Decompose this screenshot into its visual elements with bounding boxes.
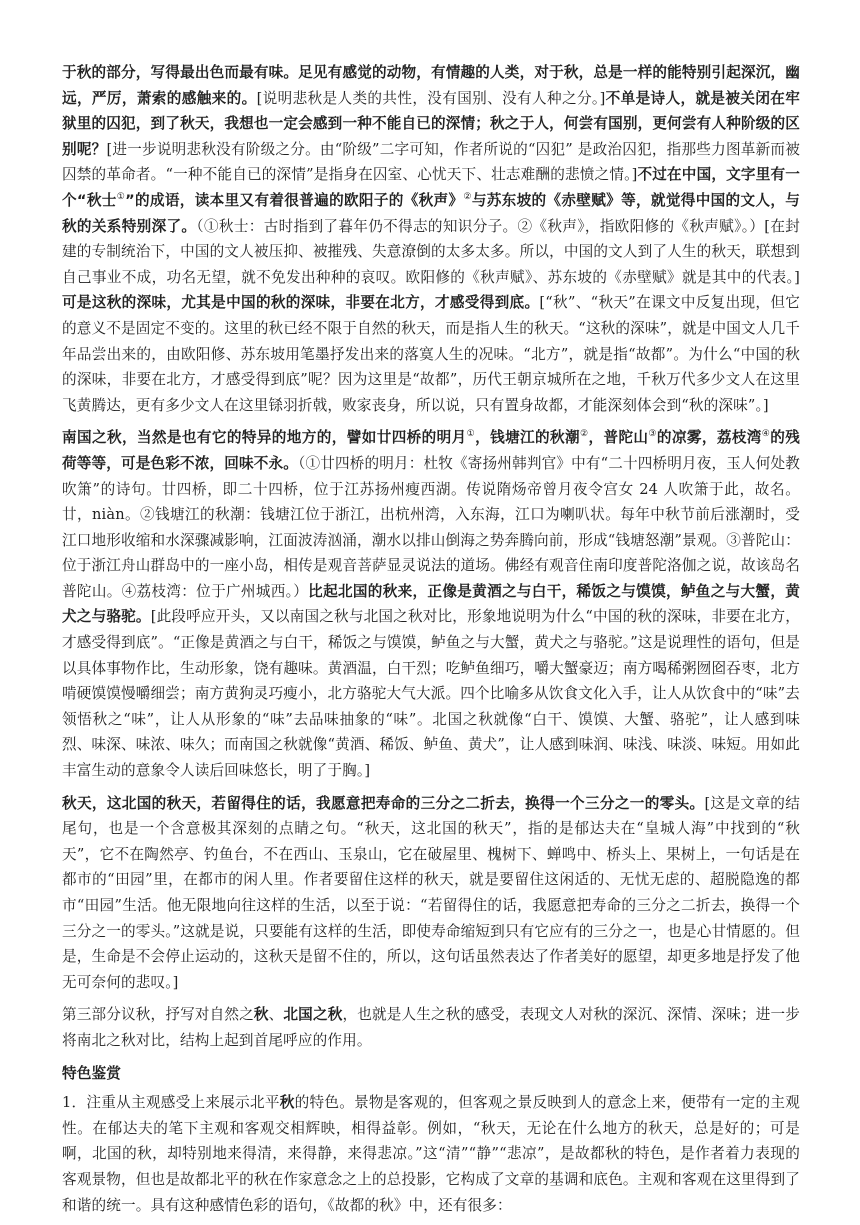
footnote-marker: ③	[648, 429, 657, 440]
body-text: ，也就是人生之秋的感受，表现文人对秋的深沉、深情、深味；进一步将南北之秋对比，结构上起到首尾呼应的作用。	[62, 1006, 801, 1049]
footnote-marker: ①	[116, 192, 126, 203]
paragraph-3	[62, 791, 800, 996]
bold-text: 南国之秋，当然是也有它的特异的地方的，譬如廿四桥的明月	[62, 429, 467, 447]
bold-text: ，钱塘江的秋潮	[475, 429, 580, 447]
body-text: 的特色。景物是客观的，但客观之景反映到人的意念上来，便带有一定的主观性。在郁达夫的笔下主观和客观交相辉映，相得益彰。例如，“秋天，无论在什么地方的秋天，总是好的；可是啊，北国的秋，却特别地来得清，来得静，来得悲凉。”这“清”“静”“悲凉”，是故都秋的特色，是作者着力表现的客观景物，但也是故都北平的秋在作家意念之上的总投影，它构成了文章的基调和底色。主观和客观在这里得到了和谐的统一。具有这种感情色彩的语句，《故都的秋》中，还有很多：	[62, 1094, 800, 1214]
footnote-marker: ①	[466, 429, 476, 440]
bold-text: 秋	[279, 1094, 295, 1112]
bold-text: 北国之秋	[283, 1006, 343, 1024]
footnote-marker: ④	[761, 429, 771, 440]
bold-text: 的残荷等等，可是色彩不浓，回味不永。	[62, 429, 800, 472]
section-heading: 特色鉴赏	[62, 1064, 121, 1082]
annotation-text: [这是文章的结尾句，也是一个含意极其深刻的点睛之句。“秋天，这北国的秋天”，指的是郁达夫在“皇城人海”中找到的“秋天”，它不在陶然亭、钓鱼台，不在西山、玉泉山，它在破屋里、槐树下、蝉鸣中、桥头上、果树上，一句话是在都市的“田园”里，在都市的闲人里。作者要留住这样的秋天，就是要留住这闲适的、无忧无虑的、超脱隐逸的都市“田园”生活。他无限地向往这样的生活，以至于说：“若留得住的话，我愿意把寿命的三分之二折去，换得一个三分之一的零头。”这就是说，只要能有这样的生活，即使寿命缩短到只有它应有的三分之一，也是心甘情愿的。但是，生命是不会停止运动的，这秋天是留不住的，所以，这句话虽然表达了作者美好的愿望，却更多地是抒发了他无可奈何的悲叹。]	[62, 794, 800, 991]
annotation-text: （①秋士：古时指到了暮年仍不得志的知识分子。②《秋声》，指欧阳修的《秋声赋》。）[在封建的专制统治下，中国的文人被压抑、被摧残、失意潦倒的太多太多。所以，中国的文人到了人生的秋天，联想到自己事业不成，功名无望，就不免发出种种的哀叹。欧阳修的《秋声赋》、苏东坡的《赤壁赋》就是其中的代表。]	[62, 217, 800, 286]
annotation-text: [“秋”、“秋天”在课文中反复出现，但它的意义不是固定不变的。这里的秋已经不限于自然的秋天，而是指人生的秋天。“这秋的深味”，就是中国文人几千年品尝出来的，由欧阳修、苏东坡用笔墨抒发出来的落寞人生的况味。“北方”，就是指“故都”。为什么“中国的秋的深味，非要在北方，才感受得到底”呢？因为这里是“故都”，历代王朝京城所在之地，千秋万代多少文人在这里飞黄腾达，更有多少文人在这里铩羽折戟，败家丧身，所以说，只有置身故都，才能深刻体会到“秋的深味”。]	[62, 294, 800, 414]
paragraph-4	[62, 1002, 800, 1053]
footnote-marker: ②	[463, 192, 472, 203]
bold-text: 秋天，这北国的秋天，若留得住的话，我愿意把寿命的三分之二折去，换得一个三分之一的零头。	[62, 794, 705, 812]
paragraph-2	[62, 425, 800, 783]
bold-text: ，普陀山	[588, 429, 649, 447]
bold-text: 不过在中国，文字里有一个“秋士	[62, 166, 801, 209]
bold-text: ”的成语，读本里又有着很普遍的欧阳子的《秋声》	[125, 191, 464, 209]
bold-text: 秋	[253, 1006, 269, 1024]
bold-text: 比起北国的秋来，正像是黄酒之与白干，稀饭之与馍馍，鲈鱼之与大蟹，黄犬之与骆驼。	[62, 582, 800, 626]
body-text: 、	[268, 1006, 284, 1024]
bold-text: 不单是诗人，就是被关闭在牢狱里的囚犯，到了秋天，我想也一定会感到一种不能自已的深情；秋之于人，何尝有国别，更何尝有人种阶级的区别呢？	[62, 89, 801, 158]
paragraph-5	[62, 1090, 800, 1218]
annotation-text: [说明悲秋是人类的共性，没有国别、没有人种之分。]	[256, 89, 606, 107]
bold-text: 可是这秋的深味，尤其是中国的秋的深味，非要在北方，才感受得到底。	[62, 294, 540, 312]
paragraph-1	[62, 60, 800, 418]
bold-text: 于秋的部分，写得最出色而最有味。足见有感觉的动物，有情趣的人类，对于秋，总是一样的能特别引起深沉，幽远，严厉，萧索的感触来的。	[62, 64, 800, 107]
annotation-text: [此段呼应开头，又以南国之秋与北国之秋对比，形象地说明为什么“中国的秋的深味，非要在北方，才感受得到底”。“正像是黄酒之与白干，稀饭之与馍馍，鲈鱼之与大蟹，黄犬之与骆驼。”这是说理性的语句，但是以具体事物作比，生动形象，饶有趣味。黄酒温，白干烈；吃鲈鱼细巧，嚼大蟹豪迈；南方喝稀粥囫囵吞枣，北方啃硬馍馍慢嚼细尝；南方黄狗灵巧瘦小，北方骆驼大气大派。四个比喻多从饮食文化入手，让人从饮食中的“味”去领悟秋之“味”，让人从形象的“味”去品味抽象的“味”。北国之秋就像“白干、馍馍、大蟹、骆驼”，让人感到味烈、味深、味浓、味久；而南国之秋就像“黄酒、稀饭、鲈鱼、黄犬”，让人感到味润、味浅、味淡、味短。用如此丰富生动的意象令人读后回味悠长，明了于胸。]	[62, 608, 800, 780]
annotation-text: [进一步说明悲秋没有阶级之分。由“阶级”二字可知，作者所说的“囚犯” 是政治囚犯，指那些力图革新而被囚禁的革命者。“一种不能自已的深情”是指身在囚室、心忧天下、壮志难酬的悲愤之情。]	[62, 140, 800, 184]
footnote-marker: ②	[580, 429, 589, 440]
bold-text: 与苏东坡的《赤壁赋》等，就觉得中国的文人，与秋的关系特别深了。	[62, 191, 800, 235]
annotation-text: （①廿四桥的明月：杜牧《寄扬州韩判官》中有“二十四桥明月夜，玉人何处教吹箫”的诗句。廿四桥，即二十四桥，位于江苏扬州瘦西湖。传说隋炀帝曾月夜令宫女 24 人吹箫于此，故名。廿，niàn。②钱塘江的秋潮：钱塘江位于浙江，出杭州湾，入东海，江口为喇叭状。每年中秋节前后涨潮时，受江口地形收缩和水深骤减影响，江面波涛汹涌，潮水以排山倒海之势奔腾向前，形成“钱塘怒潮”景观。③普陀山：位于浙江舟山群岛中的一座小岛，相传是观音菩萨显灵说法的道场。佛经有观音住南印度普陀洛伽之说，故该岛名普陀山。④荔枝湾：位于广州城西。）	[62, 454, 800, 600]
body-text: 第三部分议秋，抒写对自然之	[62, 1006, 254, 1024]
body-text: 1．注重从主观感受上来展示北平	[62, 1094, 280, 1112]
document-page	[62, 60, 800, 1225]
bold-text: 的凉雾，荔枝湾	[656, 429, 762, 447]
